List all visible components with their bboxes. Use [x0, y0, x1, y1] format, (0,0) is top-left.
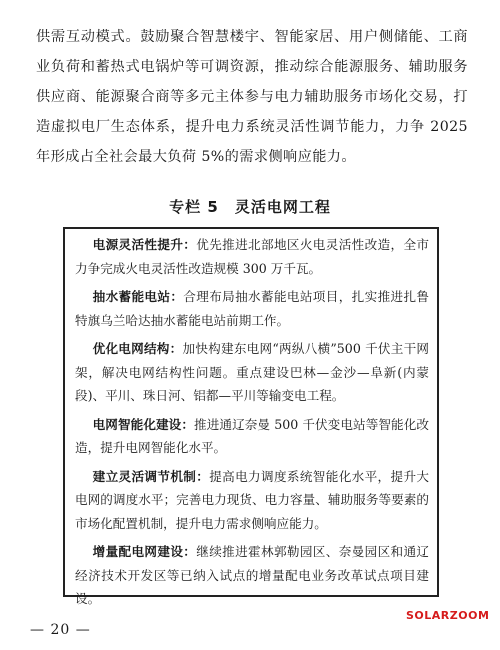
intro-text: 供需互动模式。鼓励聚合智慧楼宇、智能家居、用户侧储能、工商业负荷和蓄热式电锅炉等可调资源，推动综合能源服务、辅助服务供应商、能源聚合商等多元主体参与电力辅助服务市场化交易，打造虚拟电厂生态体系，提升电力系统灵活性调节能力，力争 2025 年形成占全社会最大负荷 5%的需求侧响应能力。 [36, 29, 468, 165]
item-heading: 电源灵活性提升： [92, 237, 197, 252]
item-heading: 电网智能化建设： [92, 416, 195, 432]
box-item-pumped-storage [75, 285, 429, 332]
item-text: 推进通辽奈曼 500 千伏变电站等智能化改造，提升电网智能化水平。 [75, 416, 430, 455]
item-text: 合理布局抽水蓄能电站项目，扎实推进扎鲁特旗乌兰哈达抽水蓄能电站前期工作。 [75, 289, 430, 328]
box-item-incremental-distribution [75, 540, 429, 611]
item-text: 继续推进霍林郭勒园区、奈曼园区和通辽经济技术开发区等已纳入试点的增量配电业务改革试点项目建设。 [75, 544, 430, 606]
box-item-smart-grid [75, 413, 429, 460]
watermark-logo: SOLARZOOM [406, 609, 490, 622]
item-text: 加快构建东电网“两纵八横”500 千伏主干网架，解决电网结构性问题。重点建设巴林—金沙—阜新(内蒙段)、平川、珠日河、铝都—平川等输变电工程。 [75, 341, 430, 403]
box-item-grid-structure [75, 337, 429, 408]
column-box [63, 227, 439, 606]
item-text: 提高电力调度系统智能化水平，提升大电网的调度水平；完善电力现货、电力容量、辅助服务等要素的市场化配置机制，提升电力需求侧响应能力。 [75, 468, 430, 531]
box-item-power-flexibility [75, 233, 429, 280]
item-text: 优先推进北部地区火电灵活性改造，全市力争完成火电灵活性改造规模 300 万千瓦。 [75, 237, 430, 276]
box-item-flexible-regulation [75, 465, 429, 536]
item-heading: 优化电网结构： [92, 341, 183, 356]
column-box-title: 专栏 5 灵活电网工程 [169, 198, 331, 216]
intro-paragraph [36, 22, 468, 172]
item-heading: 建立灵活调节机制： [92, 468, 210, 484]
item-heading: 抽水蓄能电站： [92, 289, 184, 304]
item-heading: 增量配电网建设： [92, 544, 197, 559]
page-number: — 20 — [30, 622, 91, 638]
